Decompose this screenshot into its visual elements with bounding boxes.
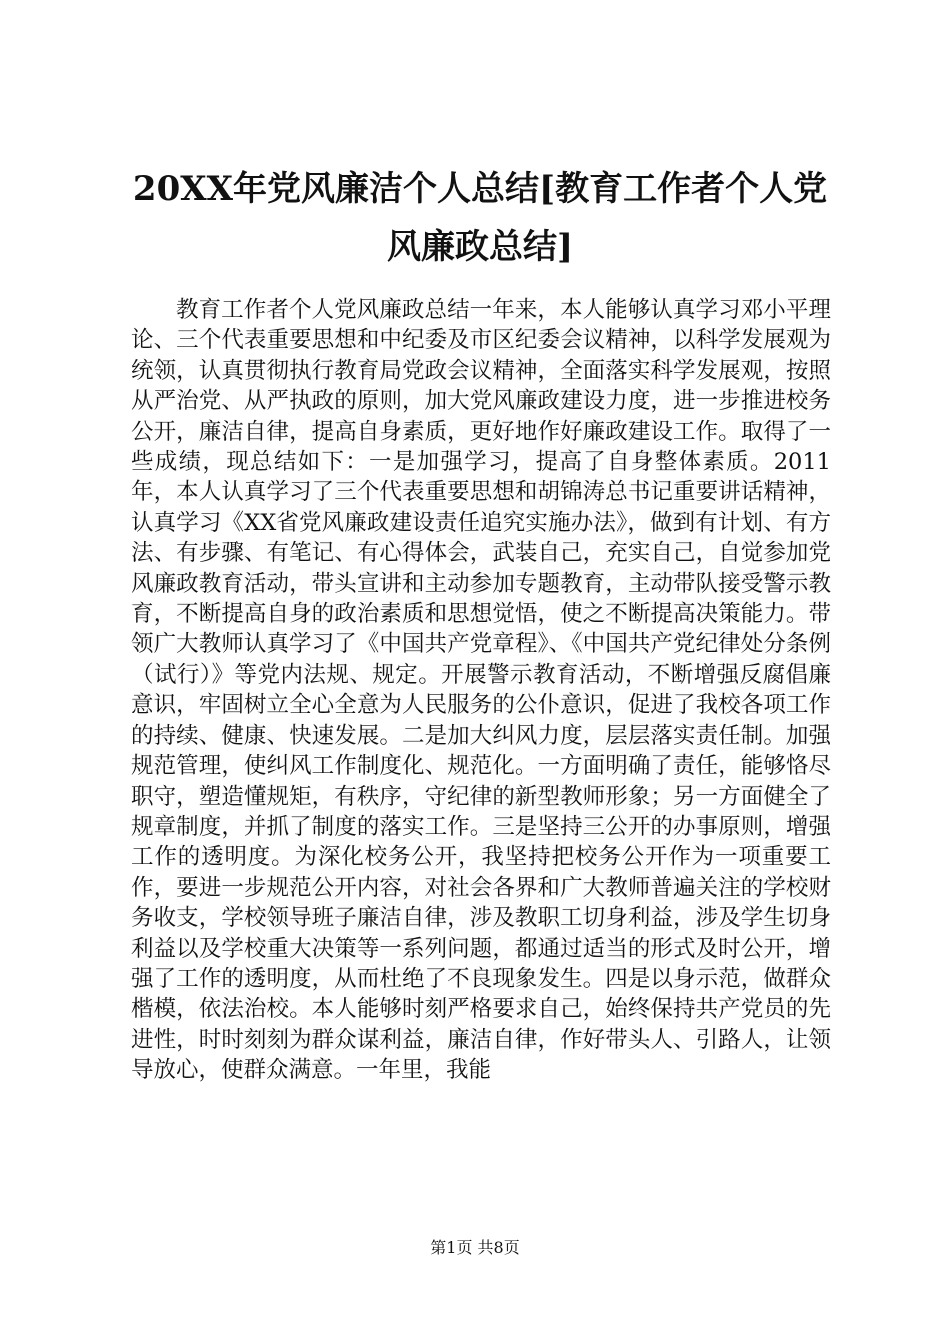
document-body: 教育工作者个人党风廉政总结一年来，本人能够认真学习邓小平理论、三个代表重要思想和中纪委及市区纪委会议精神，以科学发展观为统领，认真贯彻执行教育局党政会议精神，全面落实科学发展观，按照从严治党、从严执政的原则，加大党风廉政建设力度，进一步推进校务公开，廉洁自律，提高自身素质，更好地作好廉政建设工作。取得了一些成绩，现总结如下：一是加强学习，提高了自身整体素质。2011年，本人认真学习了三个代表重要思想和胡锦涛总书记重要讲话精神，认真学习《XX省党风廉政建设责任追究实施办法》，做到有计划、有方法、有步骤、有笔记、有心得体会，武装自己，充实自己，自觉参加党风廉政教育活动，带头宣讲和主动参加专题教育，主动带队接受警示教育，不断提高自身的政治素质和思想觉悟，使之不断提高决策能力。带领广大教师认真学习了《中国共产党章程》、《中国共产党纪律处分条例（试行）》等党内法规、规定。开展警示教育活动，不断增强反腐倡廉意识，牢固树立全心全意为人民服务的公仆意识，促进了我校各项工作的持续、健康、快速发展。二是加大纠风力度，层层落实责任制。加强规范管理，使纠风工作制度化、规范化。一方面明确了责任，能够恪尽职守，塑造懂规矩，有秩序，守纪律的新型教师形象；另一方面健全了规章制度，并抓了制度的落实工作。三是坚持三公开的办事原则，增强工作的透明度。为深化校务公开，我坚持把校务公开作为一项重要工作，要进一步规范公开内容，对社会各界和广大教师普遍关注的学校财务收支，学校领导班子廉洁自律，涉及教职工切身利益，涉及学生切身利益以及学校重大决策等一系列问题，都通过适当的形式及时公开，增强了工作的透明度，从而杜绝了不良现象发生。四是以身示范，做群众楷模，依法治校。本人能够时刻严格要求自己，始终保持共产党员的先进性，时时刻刻为群众谋利益，廉洁自律，作好带头人、引路人，让领导放心，使群众满意。一年里，我能 xyxy=(131,297,831,1084)
page-number: 第1页 共8页 xyxy=(430,1238,520,1257)
document-title: 20XX年党风廉洁个人总结[教育工作者个人党风廉政总结] xyxy=(132,169,828,267)
